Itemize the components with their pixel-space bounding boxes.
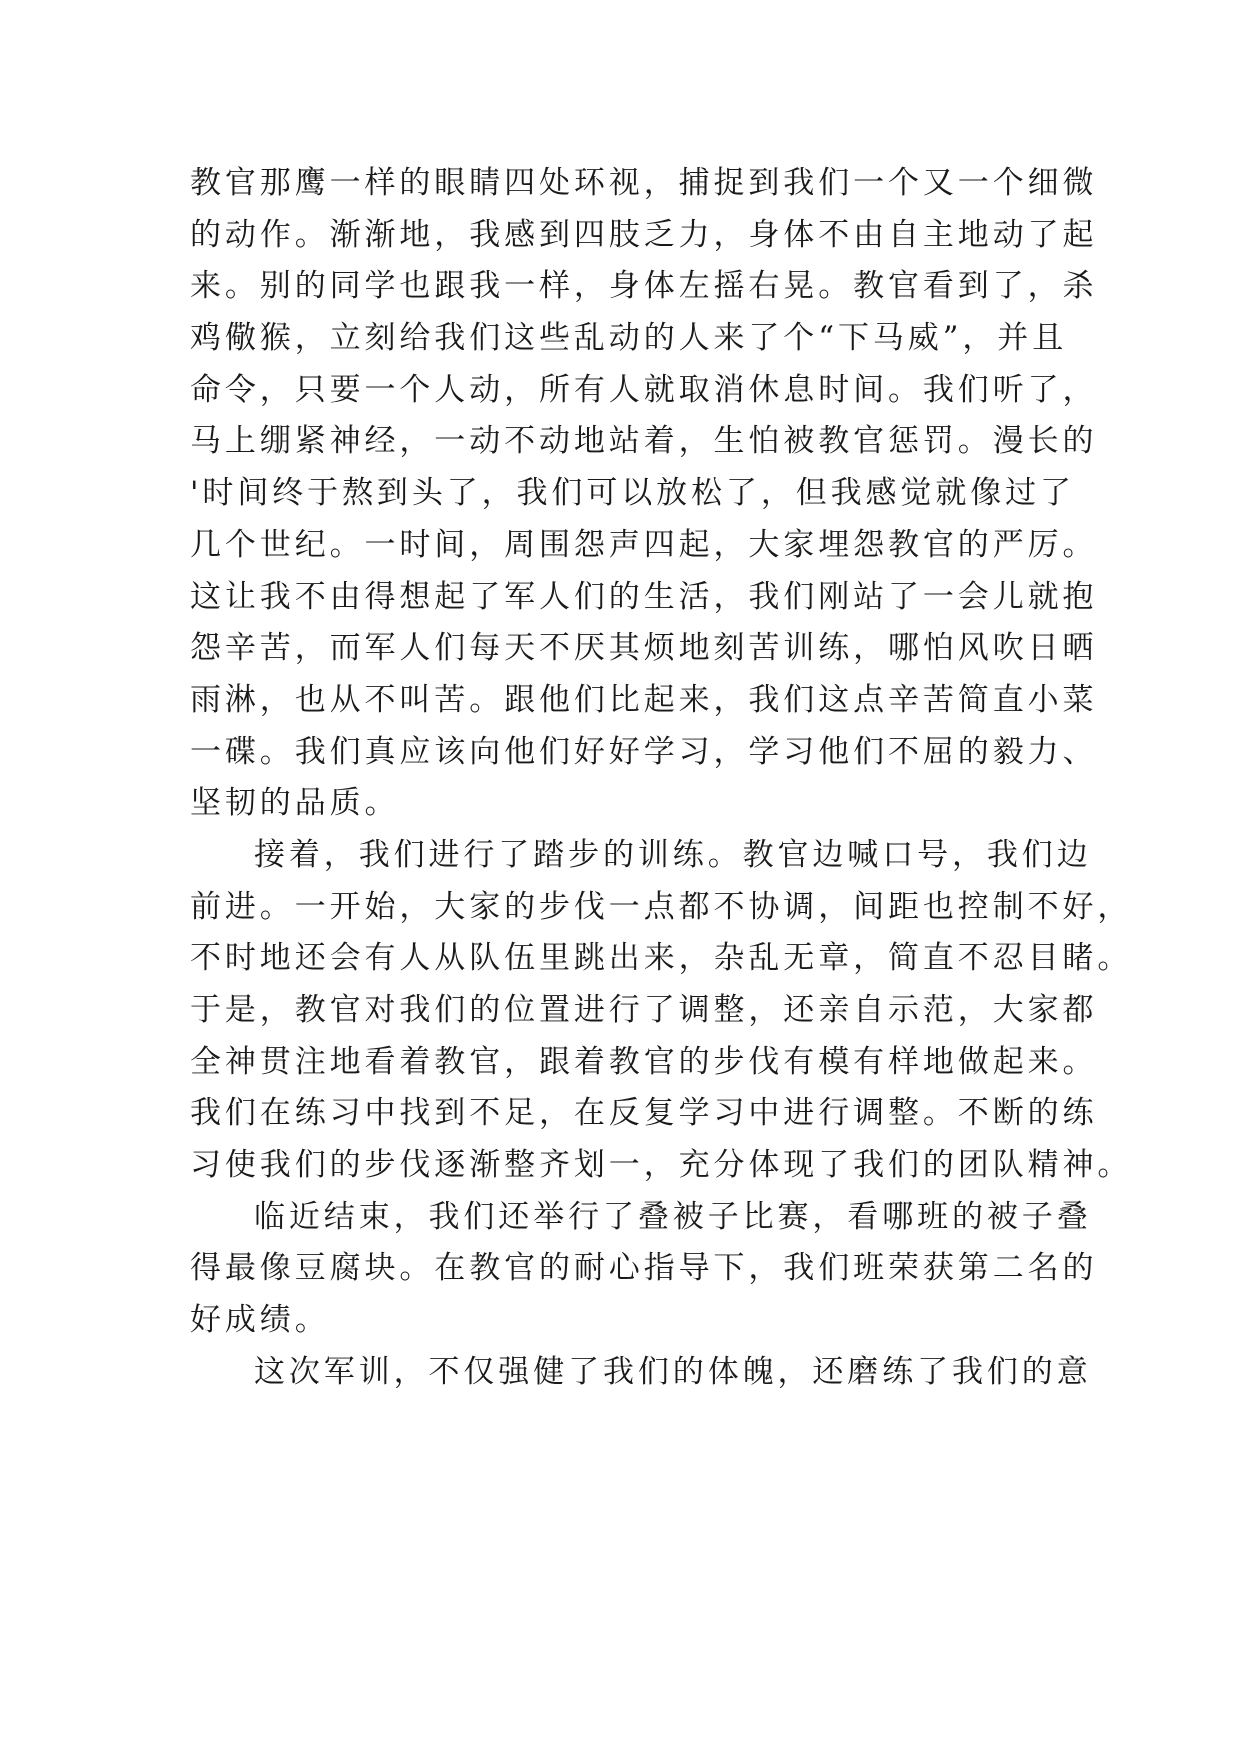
text-line: 前进。一开始，大家的步伐一点都不协调，间距也控制不好，: [190, 888, 1133, 925]
text-line: 一碟。我们真应该向他们好好学习，学习他们不屈的毅力、: [190, 733, 1098, 770]
text-line: 的动作。渐渐地，我感到四肢乏力，身体不由自主地动了起: [190, 216, 1098, 253]
text-line: 来。别的同学也跟我一样，身体左摇右晃。教官看到了，杀: [190, 268, 1098, 305]
text-line: 于是，教官对我们的位置进行了调整，还亲自示范，大家都: [190, 992, 1098, 1028]
text-line: 怨辛苦，而军人们每天不厌其烦地刻苦训练，哪怕风吹日晒: [190, 630, 1098, 667]
text-line: 教官那鹰一样的眼睛四处环视，捕捉到我们一个又一个细微: [190, 165, 1098, 201]
text-line: 全神贯注地看着教官，跟着教官的步伐有模有样地做起来。: [190, 1043, 1098, 1080]
text-line: 我们在练习中找到不足，在反复学习中进行调整。不断的练: [190, 1095, 1098, 1132]
text-line: 鸡儆猴，立刻给我们这些乱动的人来了个“下马威”，并且: [190, 320, 1068, 357]
paragraph-start-line: 临近结束，我们还举行了叠被子比赛，看哪班的被子叠: [254, 1198, 1092, 1235]
text-line: 命令，只要一个人动，所有人就取消休息时间。我们听了，: [190, 371, 1098, 408]
text-line: 得最像豆腐块。在教官的耐心指导下，我们班荣获第二名的: [190, 1250, 1098, 1287]
text-line: 马上绷紧神经，一动不动地站着，生怕被教官惩罚。漫长的: [190, 423, 1098, 460]
text-line: 坚韧的品质。: [190, 785, 400, 822]
document-body: [190, 158, 1133, 1399]
paragraph-start-line: 这次军训，不仅强健了我们的体魄，还磨练了我们的意: [254, 1353, 1092, 1390]
text-line: '时间终于熬到头了，我们可以放松了，但我感觉就像过了: [190, 475, 1075, 512]
text-line: 这让我不由得想起了军人们的生活，我们刚站了一会儿就抱: [190, 578, 1098, 615]
text-line: 好成绩。: [190, 1302, 330, 1339]
text-line: 雨淋，也从不叫苦。跟他们比起来，我们这点辛苦简直小菜: [190, 681, 1098, 718]
text-line: 几个世纪。一时间，周围怨声四起，大家埋怨教官的严厉。: [190, 526, 1098, 563]
text-line: 习使我们的步伐逐渐整齐划一，充分体现了我们的团队精神。: [190, 1147, 1133, 1184]
paragraph-start-line: 接着，我们进行了踏步的训练。教官边喊口号，我们边: [254, 836, 1092, 873]
text-line: 不时地还会有人从队伍里跳出来，杂乱无章，简直不忍目睹。: [190, 940, 1133, 977]
